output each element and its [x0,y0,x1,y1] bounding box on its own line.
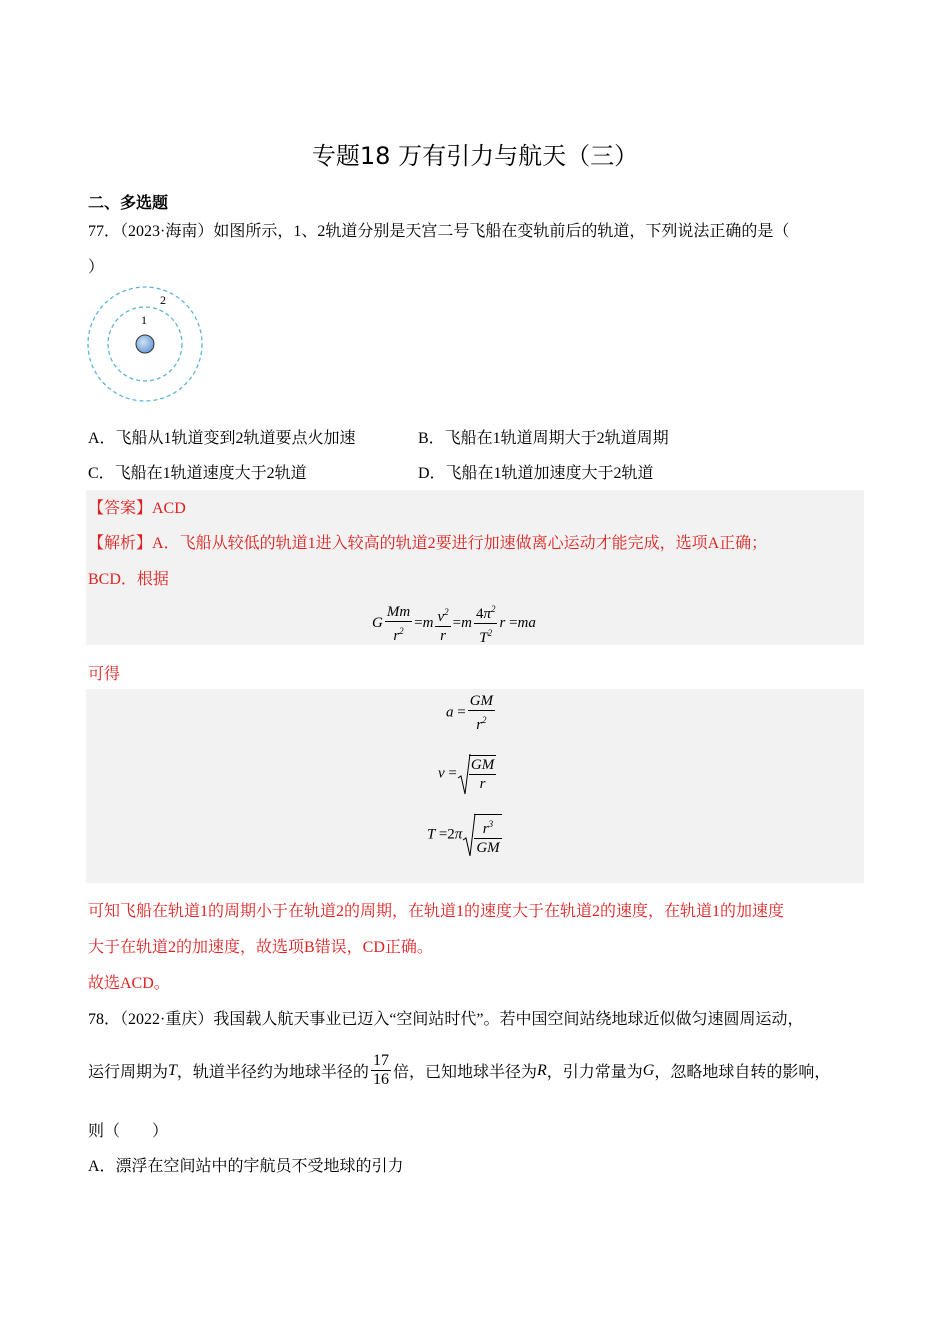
accel-formula: a = $\frac{GM}{r^2}$ [446,693,494,733]
section-heading: 二、多选题 [88,193,169,212]
q78-stem-line3: 则（ ） [88,1123,169,1140]
q78-fraction [371,1052,391,1089]
period-formula: T =2π $\frac{r^3}{GM}$ [427,812,504,858]
planet [136,335,154,353]
inner-orbit-label: 1 [141,313,147,327]
q77-stem-line2: ） [88,259,105,276]
q77-option-a: A．飞船从1轨道变到2轨道要点火加速 [88,430,356,447]
q77-option-c: C．飞船在1轨道速度大于2轨道 [88,465,307,482]
var-t: T [168,1061,177,1079]
q78-stem-line1: 78．（2022·重庆）我国载人航天事业已迈入“空间站时代”。若中国空间站绕地球近似做匀速圆周运动， [88,1011,804,1028]
q77-stem-line1: 77．（2023·海南）如图所示，1、2轨道分别是天宫二号飞船在变轨前后的轨道，下列说法正确的是（ [88,223,790,240]
frac-denominator: 16 [372,1071,389,1088]
outer-orbit-label: 2 [160,293,166,307]
q77-conclusion-line2: 大于在轨道2的加速度，故选项B错误，CD正确。 [88,939,433,956]
q77-option-d: D．飞船在1轨道加速度大于2轨道 [418,465,654,482]
q77-option-b: B．飞船在1轨道周期大于2轨道周期 [418,430,669,447]
keyi-text: 可得 [88,666,121,683]
orbit-figure [84,284,208,408]
analysis-text: A．飞船从较低的轨道1进入较高的轨道2要进行加速做离心运动才能完成，选项A正确； [152,535,768,552]
q78-text-mid1: ，轨道半径约为地球半径的 [176,1064,369,1081]
q77-analysis-line1 [88,530,767,553]
q77-answer: 【答案】ACD [88,500,186,517]
q78-text-end: ，忽略地球自转的影响， [654,1064,831,1081]
page-title: 专题18 万有引力与航天（三） [311,142,639,170]
var-g: G [642,1061,655,1079]
velocity-formula: v = $\frac{GM}{r}$ [438,752,498,796]
q78-text-mid2: 倍，已知地球半径为 [392,1064,537,1081]
q77-conclusion-line1: 可知飞船在轨道1的周期小于在轨道2的周期，在轨道1的速度大于在轨道2的速度，在轨道1的加速度 [88,903,785,920]
q78-stem-line2 [88,1052,830,1089]
q78-option-a: A．漂浮在空间站中的宇航员不受地球的引力 [88,1158,404,1175]
analysis-label: 【解析】 [88,535,153,552]
q78-text-mid3: ，引力常量为 [546,1064,643,1081]
q77-final: 故选ACD。 [88,975,170,992]
gravity-equation: G $\frac{Mm}{r^2}$ =m $\frac{v^2}{r}$ =m $\frac{4\pi^2}{T^2}$ r =ma [372,600,536,647]
var-r: R [536,1061,547,1079]
q77-analysis-line2: BCD．根据 [88,571,169,588]
frac-numerator: 17 [372,1052,389,1069]
q78-text-pre: 运行周期为 [88,1064,169,1081]
